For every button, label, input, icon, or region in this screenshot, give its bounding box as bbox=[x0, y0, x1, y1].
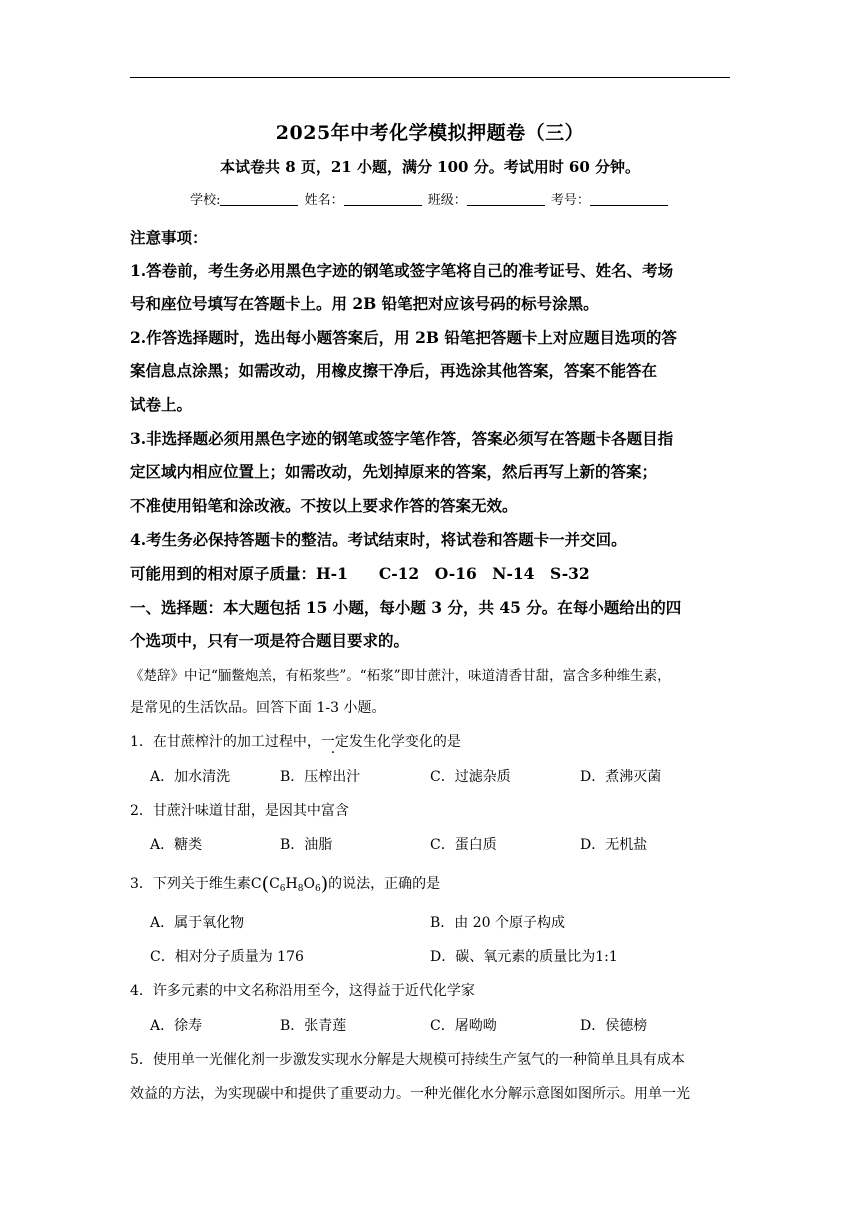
question-3-prefix: 3．下列关于维生素 bbox=[130, 876, 251, 892]
question-5-line-2: 效益的方法，为实现碳中和提供了重要动力。一种光催化水分解示意图如图所示。用单一光 bbox=[130, 1086, 690, 1102]
notice-item-3-line-3: 不准使用铅笔和涂改液。不按以上要求作答的答案无效。 bbox=[130, 496, 518, 515]
school-label: 学校: bbox=[190, 193, 221, 208]
notice-item-1-line-2: 号和座位号填写在答题卡上。用 2B 铅笔把对应该号码的标号涂黑。 bbox=[130, 294, 599, 313]
formula-oxygen: O bbox=[303, 876, 315, 892]
question-4-option-d[interactable]: D．侯德榜 bbox=[580, 1018, 648, 1034]
exam-info: 本试卷共 8 页，21 小题，满分 100 分。考试用时 60 分钟。 bbox=[219, 158, 641, 176]
question-1-suffix: 发生化学变化的是 bbox=[348, 734, 461, 750]
question-1-stem bbox=[130, 731, 735, 751]
class-field[interactable] bbox=[467, 192, 545, 206]
question-1-option-c[interactable]: C．过滤杂质 bbox=[430, 769, 511, 785]
question-4-option-a[interactable]: A．徐寿 bbox=[150, 1018, 203, 1034]
question-3-option-a[interactable]: A．属于氧化物 bbox=[150, 915, 245, 931]
section-1-heading-line-2: 个选项中，只有一项是符合题目要求的。 bbox=[130, 631, 410, 650]
school-field[interactable] bbox=[220, 192, 298, 206]
vitamin-c-formula: $C(C_6H_8O_6)$ bbox=[250, 873, 329, 895]
question-1-prefix: 1．在甘蔗榨汁的加工过程中， bbox=[130, 734, 321, 750]
question-3-option-b[interactable]: B．由 20 个原子构成 bbox=[430, 915, 566, 931]
passage-line-1: 《楚辞》中记“胹鳖炮羔，有柘浆些”。“柘浆”即甘蔗汁，味道清香甘甜，富含多种维生素， bbox=[130, 668, 671, 684]
page-title: 2025年中考化学模拟押题卷（三） bbox=[275, 122, 585, 144]
notice-item-3-line-1: 3.非选择题必须用黑色字迹的钢笔或签字笔作答，答案必须写在答题卡各题目指 bbox=[130, 429, 674, 448]
question-2-option-d[interactable]: D．无机盐 bbox=[580, 837, 648, 853]
notice-item-2-line-2: 案信息点涂黑；如需改动，用橡皮擦干净后，再选涂其他答案，答案不能答在 bbox=[130, 361, 658, 380]
notice-item-1-line-1: 1.答卷前，考生务必用黑色字迹的钢笔或签字笔将自己的准考证号、姓名、考场 bbox=[130, 261, 674, 280]
question-1-option-a[interactable]: A．加水清洗 bbox=[150, 769, 231, 785]
name-label: 姓名： bbox=[304, 193, 344, 208]
question-1-option-b[interactable]: B．压榨出汁 bbox=[280, 769, 361, 785]
question-2-option-c[interactable]: C．蛋白质 bbox=[430, 837, 497, 853]
question-3-option-d[interactable]: D．碳、氧元素的质量比为1:1 bbox=[430, 949, 618, 965]
formula-c: C bbox=[250, 876, 262, 892]
name-field[interactable] bbox=[344, 192, 422, 206]
question-3-option-c[interactable]: C．相对分子质量为 176 bbox=[150, 949, 304, 965]
question-4-option-c[interactable]: C．屠呦呦 bbox=[430, 1018, 497, 1034]
question-2-stem: 2．甘蔗汁味道甘甜，是因其中富含 bbox=[130, 803, 349, 819]
formula-sub-6: 6 bbox=[279, 884, 286, 894]
question-2-option-a[interactable]: A．糖类 bbox=[150, 837, 203, 853]
question-3-stem bbox=[130, 873, 735, 895]
section-1-heading-line-1: 一、选择题：本大题包括 15 小题，每小题 3 分，共 45 分。在每小题给出的四 bbox=[130, 598, 682, 617]
question-4-stem: 4．许多元素的中文名称沿用至今，这得益于近代化学家 bbox=[130, 983, 475, 999]
notice-item-2-line-3: 试卷上。 bbox=[130, 395, 193, 414]
notice-heading: 注意事项： bbox=[130, 228, 208, 247]
question-1-emphasis: 一定 bbox=[320, 734, 349, 750]
formula-hydrogen: H bbox=[285, 876, 298, 892]
class-label: 班级： bbox=[427, 193, 467, 208]
question-1-option-d[interactable]: D．煮沸灭菌 bbox=[580, 769, 662, 785]
notice-item-2-line-1: 2.作答选择题时，选出每小题答案后，用 2B 铅笔把答题卡上对应题目选项的答 bbox=[130, 328, 677, 347]
header-rule bbox=[130, 77, 730, 78]
formula-sub-8: 8 bbox=[297, 884, 304, 894]
exam-number-label: 考号： bbox=[550, 193, 590, 208]
exam-number-field[interactable] bbox=[590, 192, 668, 206]
question-3-suffix: 的说法，正确的是 bbox=[328, 876, 441, 892]
question-4-option-b[interactable]: B．张青莲 bbox=[280, 1018, 347, 1034]
passage-line-2: 是常见的生活饮品。回答下面 1-3 小题。 bbox=[130, 700, 386, 716]
formula-carbon: C bbox=[269, 876, 280, 892]
student-info-fields bbox=[0, 189, 860, 208]
notice-item-3-line-2: 定区域内相应位置上；如需改动，先划掉原来的答案，然后再写上新的答案； bbox=[130, 462, 658, 481]
atomic-mass-note: 可能用到的相对原子质量：H-1 C-12 O-16 N-14 S-32 bbox=[130, 564, 590, 583]
question-2-option-b[interactable]: B．油脂 bbox=[280, 837, 333, 853]
formula-sub-6b: 6 bbox=[314, 884, 321, 894]
question-5-line-1: 5．使用单一光催化剂一步激发实现水分解是大规模可持续生产氢气的一种简单且具有成本 bbox=[130, 1052, 685, 1068]
notice-item-4: 4.考生务必保持答题卡的整洁。考试结束时，将试卷和答题卡一并交回。 bbox=[130, 530, 627, 549]
